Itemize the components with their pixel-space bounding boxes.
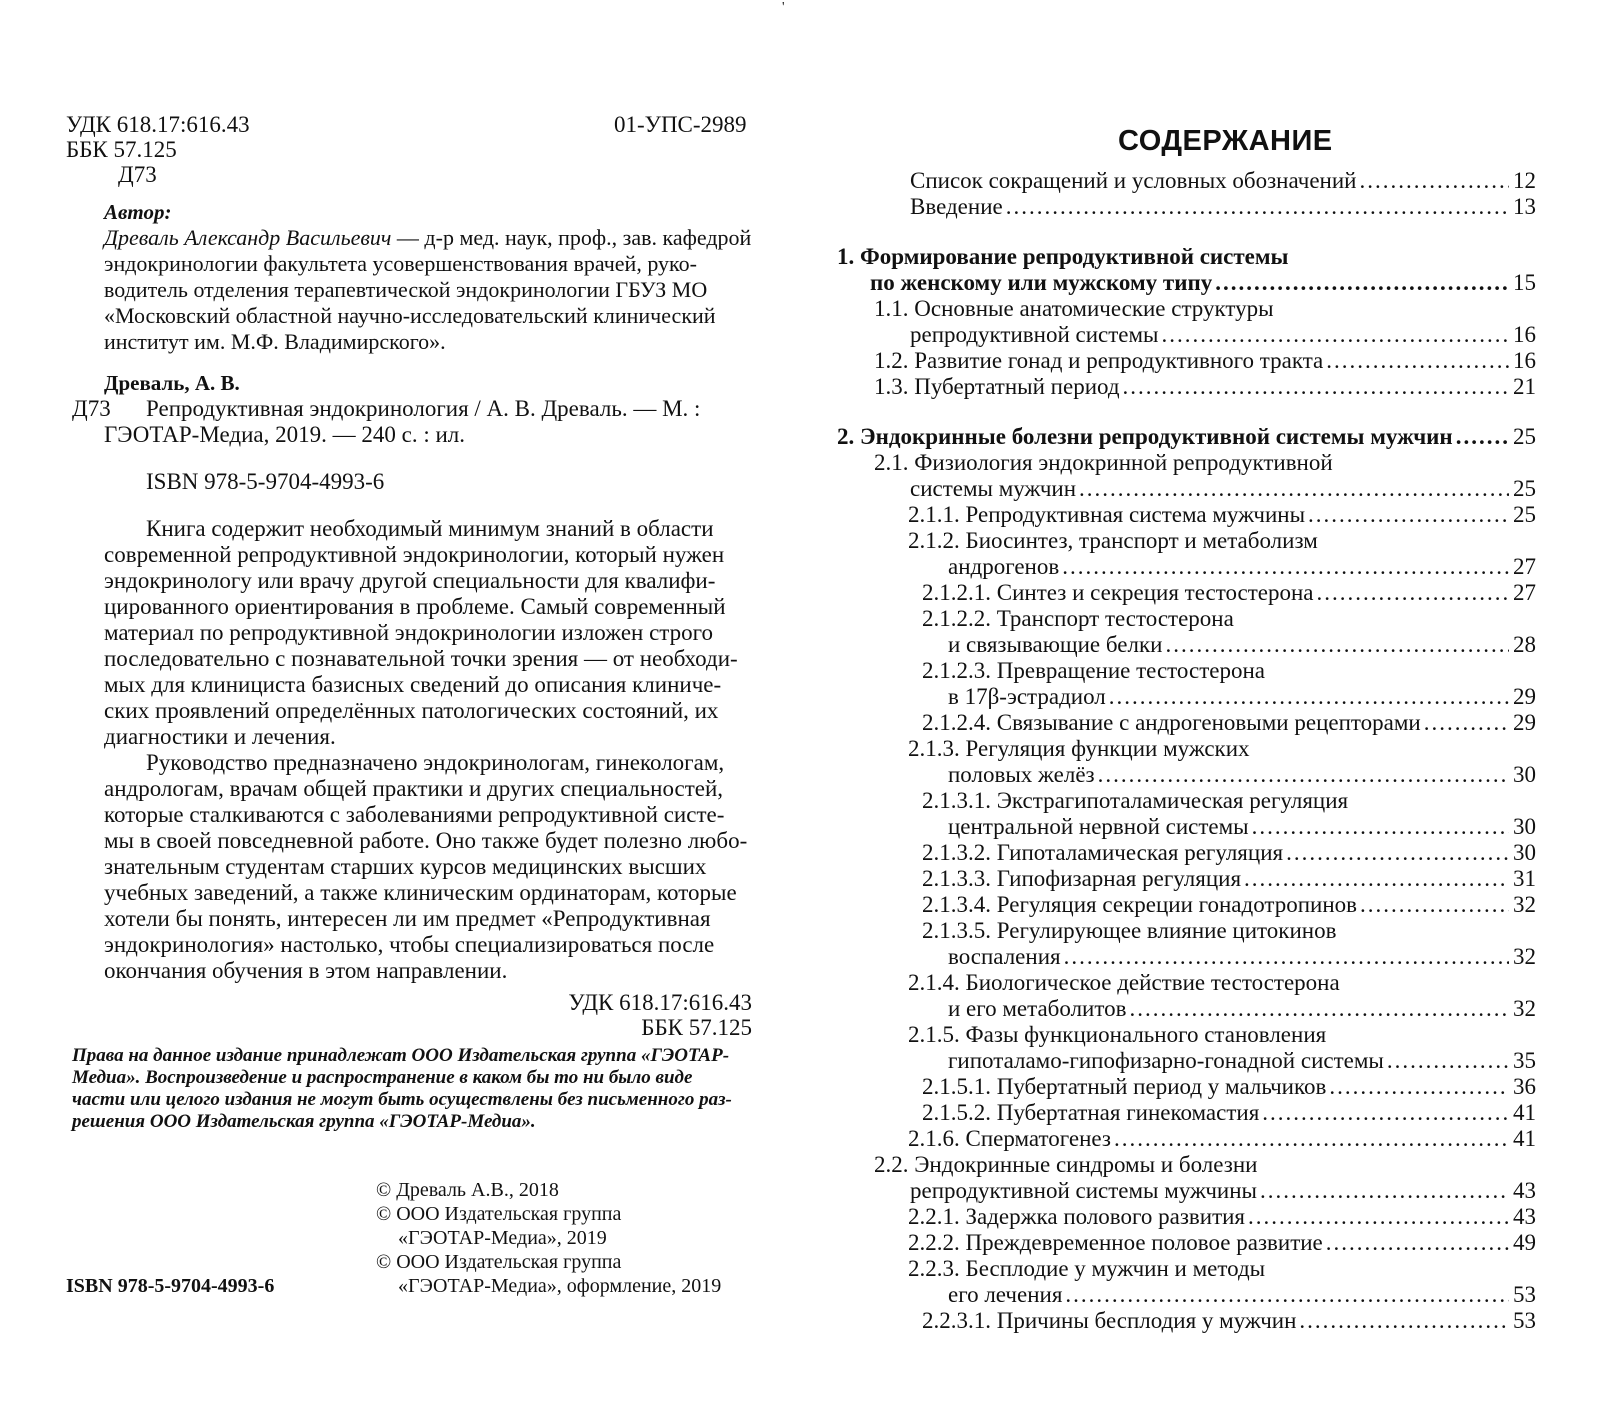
toc-entry-title: 2.2.3. Бесплодие у мужчин и методы: [908, 1256, 1266, 1281]
toc-leader-dots: [1286, 840, 1509, 866]
toc-entry-title: 2.1.3.5. Регулирующее влияние цитокинов: [922, 918, 1337, 943]
toc-entry-label: 2.1.3.4. Регуляция секреции гонадотропинов: [922, 892, 1358, 917]
toc-leader-dots: [1109, 684, 1509, 710]
toc-entry[interactable]: [810, 710, 1536, 736]
toc-entry-label: 1.2. Развитие гонад и репродуктивного тракта: [874, 348, 1324, 373]
toc-leader-dots: [1456, 424, 1509, 450]
toc-page-number: 53: [1513, 1282, 1536, 1307]
paragraph-line: материал по репродуктивной эндокринологии изложен строго: [104, 620, 713, 645]
copyright-line: «ГЭОТАР-Медиа», оформление, 2019: [398, 1275, 722, 1297]
toc-page-number: 27: [1513, 554, 1536, 579]
toc-page-number: 25: [1513, 424, 1536, 449]
toc-leader-dots: [1359, 168, 1509, 194]
paragraph-line: решения ООО Издательская группа «ГЭОТАР-Медиа».: [72, 1111, 536, 1132]
toc-entry-label: гипоталамо-гипофизарно-гонадной системы: [948, 1048, 1384, 1073]
toc-entry[interactable]: [810, 1126, 1536, 1152]
publisher-code: 01-УПС-2989: [614, 112, 747, 137]
toc-entry[interactable]: [810, 866, 1536, 892]
toc-entry-label: репродуктивной системы: [910, 322, 1159, 347]
author-bio-rest: — д-р мед. наук, проф., зав. кафедрой: [391, 225, 752, 250]
author-bio-line: «Московский областной научно-исследовательский клинический: [104, 303, 716, 328]
paragraph-line: Руководство предназначено эндокринологам, гинекологам,: [146, 750, 725, 775]
toc-entry-label: по женскому или мужскому типу: [870, 270, 1213, 295]
toc-entry[interactable]: [810, 892, 1536, 918]
toc-entry[interactable]: [810, 1152, 1536, 1204]
toc-entry-label: 2.1.6. Сперматогенез: [908, 1126, 1111, 1151]
toc-entry[interactable]: [810, 1308, 1536, 1334]
toc-leader-dots: [1248, 1204, 1509, 1230]
toc-entry-label: 2.2.1. Задержка полового развития: [908, 1204, 1246, 1229]
toc-entry-label: 2.1.3.2. Гипоталамическая регуляция: [922, 840, 1284, 865]
copyright-block: [376, 1178, 721, 1298]
paragraph-line: Медиа». Воспроизведение и распространение в каком бы то ни было виде: [72, 1067, 693, 1088]
toc-entry[interactable]: [810, 918, 1536, 970]
paragraph-line: части или целого издания не могут быть осуществлены без письменного раз-: [72, 1089, 732, 1110]
author-bio: [104, 225, 752, 355]
toc-page-number: 32: [1513, 944, 1536, 969]
toc-entry-label: 2.1.2.4. Связывание с андрогеновыми рецепторами: [922, 710, 1421, 735]
toc-entry-label: его лечения: [948, 1282, 1063, 1307]
toc-entry-label: Введение: [910, 194, 1003, 219]
toc-page-number: 29: [1513, 710, 1536, 735]
abstract-paragraph-1: [104, 516, 752, 750]
toc-entry-label: 2.1.3.3. Гипофизарная регуляция: [922, 866, 1242, 891]
paragraph-line: современной репродуктивной эндокринологии, который нужен: [104, 542, 725, 567]
toc-page-number: 35: [1513, 1048, 1536, 1073]
paragraph-line: андрологам, врачам общей практики и других специальностей,: [104, 776, 724, 801]
toc-entry[interactable]: [810, 528, 1536, 580]
imprint-page: [0, 0, 790, 1407]
toc-entry[interactable]: [810, 168, 1536, 194]
spine-tick: ': [782, 0, 785, 15]
toc-leader-dots: [1123, 374, 1509, 400]
rights-notice: [72, 1045, 752, 1133]
toc-entry-title: 2.1.2.3. Превращение тестостерона: [922, 658, 1265, 683]
toc-entry[interactable]: [810, 348, 1536, 374]
toc-entry-title: 2.1.2. Биосинтез, транспорт и метаболизм: [908, 528, 1318, 553]
toc-entry-label: в 17β-эстрадиол: [948, 684, 1106, 709]
toc-leader-dots: [1065, 1282, 1509, 1308]
toc-leader-dots: [1064, 944, 1509, 970]
toc-page-number: 30: [1513, 762, 1536, 787]
toc-page-number: 16: [1513, 322, 1536, 347]
toc-entry[interactable]: [810, 1230, 1536, 1256]
isbn: ISBN 978-5-9704-4993-6: [146, 469, 385, 494]
toc-entry-label: центральной нервной системы: [948, 814, 1249, 839]
paragraph-line: Права на данное издание принадлежат ООО Издательская группа «ГЭОТАР-: [72, 1045, 730, 1066]
toc-page-number: 29: [1513, 684, 1536, 709]
copyright-line: «ГЭОТАР-Медиа», 2019: [398, 1227, 607, 1249]
toc-entry[interactable]: [810, 502, 1536, 528]
toc-page-number: 15: [1513, 270, 1536, 295]
paragraph-line: диагностики и лечения.: [104, 724, 336, 749]
toc-page-number: 27: [1513, 580, 1536, 605]
toc-entry-label: 2.1.5.2. Пубертатная гинекомастия: [922, 1100, 1260, 1125]
toc-entry[interactable]: [810, 580, 1536, 606]
author-bio-line: эндокринологии факультета усовершенствования врачей, руко-: [104, 251, 697, 276]
toc-leader-dots: [1317, 580, 1509, 606]
toc-entry[interactable]: [810, 606, 1536, 658]
toc-entry-label: 2.1.1. Репродуктивная система мужчины: [908, 502, 1306, 527]
toc-entry-label: 2.1.5.1. Пубертатный период у мальчиков: [922, 1074, 1327, 1099]
bib-description-line-2: ГЭОТАР-Медиа, 2019. — 240 с. : ил.: [104, 422, 465, 447]
toc-leader-dots: [1299, 1308, 1509, 1334]
toc-page-number: 36: [1513, 1074, 1536, 1099]
toc-entry[interactable]: [810, 450, 1536, 502]
paragraph-line: хотели бы понять, интересен ли им предмет «Репродуктивная: [104, 906, 711, 931]
paragraph-line: Книга содержит необходимый минимум знаний в области: [146, 516, 714, 541]
paragraph-line: которые сталкиваются с заболеваниями репродуктивной систе-: [104, 802, 725, 827]
bib-author: Древаль, А. В.: [104, 371, 240, 395]
paragraph-line: знательным студентам старших курсов медицинских высших: [104, 854, 707, 879]
toc-page-number: 43: [1513, 1204, 1536, 1229]
toc-entry[interactable]: [810, 1022, 1536, 1074]
toc-page-number: 12: [1513, 168, 1536, 193]
bib-description-line-1: Репродуктивная эндокринология / А. В. Древаль. — М. :: [146, 396, 701, 421]
toc-page-number: 43: [1513, 1178, 1536, 1203]
toc-page-number: 32: [1513, 892, 1536, 917]
udk-bottom: УДК 618.17:616.43: [568, 990, 752, 1015]
toc-entry-label: 2.1.2.1. Синтез и секреция тестостерона: [922, 580, 1314, 605]
toc-leader-dots: [1326, 348, 1509, 374]
toc-page-number: 13: [1513, 194, 1536, 219]
toc-leader-dots: [1165, 632, 1509, 658]
toc-entry-label: репродуктивной системы мужчины: [910, 1178, 1257, 1203]
toc-entry-label: половых желёз: [948, 762, 1095, 787]
toc-leader-dots: [1329, 1074, 1509, 1100]
toc-leader-dots: [1006, 194, 1509, 220]
toc-entry-title: 2.2. Эндокринные синдромы и болезни: [874, 1152, 1258, 1177]
author-mark: Д73: [118, 162, 157, 187]
paragraph-line: мы в своей повседневной работе. Оно также будет полезно любо-: [104, 828, 748, 853]
toc-page-number: 30: [1513, 814, 1536, 839]
author-bio-line-1: [104, 225, 752, 251]
toc-leader-dots: [1308, 502, 1509, 528]
toc-entry-title: 2.1.3. Регуляция функции мужских: [908, 736, 1250, 761]
toc-page-number: 31: [1513, 866, 1536, 891]
toc-entry[interactable]: [810, 296, 1536, 348]
toc-entry[interactable]: [810, 374, 1536, 400]
toc-entry[interactable]: [810, 970, 1536, 1022]
bbk-bottom: ББК 57.125: [641, 1015, 752, 1040]
toc-entry[interactable]: [810, 1204, 1536, 1230]
toc-leader-dots: [1129, 996, 1509, 1022]
toc-leader-dots: [1114, 1126, 1509, 1152]
toc-entry[interactable]: [810, 1256, 1536, 1308]
toc-leader-dots: [1252, 814, 1509, 840]
toc-entry[interactable]: [810, 1074, 1536, 1100]
toc-entry-label: и его метаболитов: [948, 996, 1127, 1021]
toc-page-number: 30: [1513, 840, 1536, 865]
toc-entry-title: 1. Формирование репродуктивной системы: [837, 244, 1289, 269]
paragraph-line: мых для клинициста базисных сведений до описания клиниче-: [104, 672, 722, 697]
toc-page-number: 32: [1513, 996, 1536, 1021]
toc-entry-title: 2.1.5. Фазы функционального становления: [908, 1022, 1327, 1047]
contents-page: [810, 0, 1600, 1407]
bbk-code: ББК 57.125: [66, 137, 177, 162]
toc-leader-dots: [1215, 270, 1509, 296]
toc-leader-dots: [1326, 1230, 1509, 1256]
toc-entry-title: 1.1. Основные анатомические структуры: [874, 296, 1274, 321]
toc-entry-label: воспаления: [948, 944, 1061, 969]
toc-entry-title: 2.1.3.1. Экстрагипоталамическая регуляция: [922, 788, 1349, 813]
toc-entry[interactable]: [810, 194, 1536, 220]
toc-leader-dots: [1424, 710, 1509, 736]
toc-leader-dots: [1098, 762, 1509, 788]
toc-page-number: 25: [1513, 502, 1536, 527]
paragraph-line: эндокринология» настолько, чтобы специализироваться после: [104, 932, 715, 957]
author-bio-line: институт им. М.Ф. Владимирского».: [104, 329, 446, 354]
toc-leader-dots: [1260, 1178, 1509, 1204]
paragraph-line: эндокринологу или врачу другой специальности для квалифи-: [104, 568, 716, 593]
toc-entry-title: 2.1.2.2. Транспорт тестостерона: [922, 606, 1234, 631]
paragraph-line: ских проявлений определённых патологических состояний, их: [104, 698, 719, 723]
toc-leader-dots: [1244, 866, 1509, 892]
toc-entry-label: и связывающие белки: [948, 632, 1163, 657]
toc-leader-dots: [1262, 1100, 1509, 1126]
isbn-bottom: ISBN 978-5-9704-4993-6: [66, 1275, 275, 1297]
toc-leader-dots: [1387, 1048, 1509, 1074]
copyright-line: © Древаль А.В., 2018: [376, 1179, 559, 1201]
toc-page-number: 25: [1513, 476, 1536, 501]
toc-entry-label: 1.3. Пубертатный период: [874, 374, 1120, 399]
toc-page-number: 41: [1513, 1126, 1536, 1151]
toc-leader-dots: [1162, 322, 1509, 348]
contents-title: СОДЕРЖАНИЕ: [1118, 125, 1333, 157]
toc-entry[interactable]: [810, 244, 1536, 296]
toc-entry[interactable]: [810, 788, 1536, 840]
toc-entry-label: системы мужчин: [910, 476, 1076, 501]
toc-entry-label: андрогенов: [948, 554, 1060, 579]
toc-entry-label: 2.2.3.1. Причины бесплодия у мужчин: [922, 1308, 1297, 1333]
copyright-line: © ООО Издательская группа: [376, 1203, 622, 1225]
paragraph-line: цированного ориентирования в проблеме. Самый современный: [104, 594, 726, 619]
author-heading: Автор:: [104, 200, 172, 224]
author-name: Древаль Александр Васильевич: [104, 225, 392, 250]
paragraph-line: учебных заведений, а также клиническим ординаторам, которые: [104, 880, 737, 905]
paragraph-line: окончания обучения в этом направлении.: [104, 958, 508, 983]
toc-entry-label: 2.2.2. Преждевременное половое развитие: [908, 1230, 1323, 1255]
toc-entry[interactable]: [810, 840, 1536, 866]
toc-page-number: 41: [1513, 1100, 1536, 1125]
toc-entry[interactable]: [810, 658, 1536, 710]
toc-entry-label: 2. Эндокринные болезни репродуктивной системы мужчин: [837, 424, 1453, 449]
abstract-paragraph-2: [104, 750, 752, 984]
toc-page-number: 49: [1513, 1230, 1536, 1255]
author-bio-line: водитель отделения терапевтической эндокринологии ГБУЗ МО: [104, 277, 708, 302]
toc-leader-dots: [1062, 554, 1509, 580]
toc-entry[interactable]: [810, 736, 1536, 788]
udk-code: УДК 618.17:616.43: [66, 112, 250, 137]
toc-entry[interactable]: [810, 424, 1536, 450]
toc-page-number: 28: [1513, 632, 1536, 657]
copyright-line: © ООО Издательская группа: [376, 1251, 622, 1273]
toc-page-number: 53: [1513, 1308, 1536, 1333]
toc-entry-title: 2.1. Физиология эндокринной репродуктивной: [874, 450, 1333, 475]
toc-leader-dots: [1079, 476, 1509, 502]
bib-cutter: Д73: [72, 396, 111, 421]
toc-leader-dots: [1360, 892, 1509, 918]
toc-entry[interactable]: [810, 1100, 1536, 1126]
toc-page-number: 16: [1513, 348, 1536, 373]
paragraph-line: последовательно с познавательной точки зрения — от необходи-: [104, 646, 738, 671]
toc-entry-label: Список сокращений и условных обозначений: [910, 168, 1357, 193]
toc-page-number: 21: [1513, 374, 1536, 399]
toc-entry-title: 2.1.4. Биологическое действие тестостерона: [908, 970, 1340, 995]
